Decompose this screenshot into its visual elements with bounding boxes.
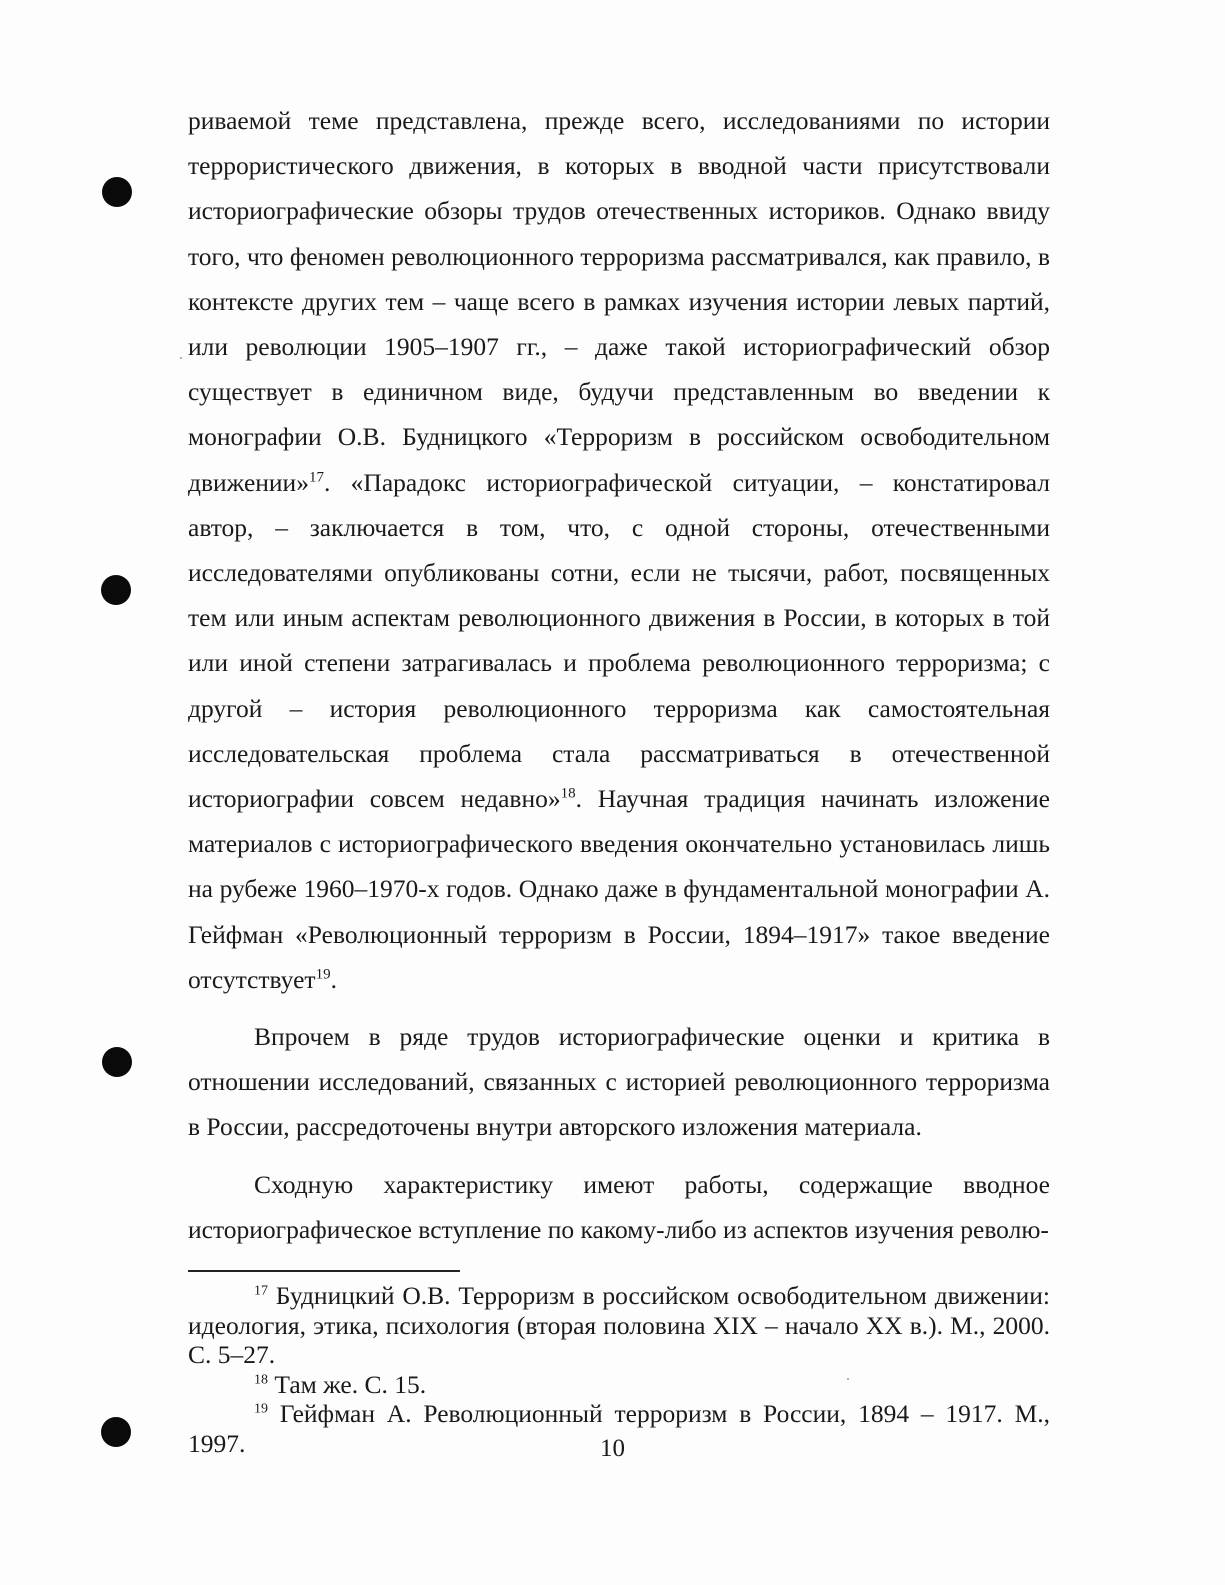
- binder-hole-1: [102, 177, 132, 207]
- page-number: 10: [600, 1435, 625, 1462]
- binder-hole-3: [102, 1047, 132, 1077]
- paragraph-1-text-c: . Научная традиция начинать изложение материалов с историографического введения окончательно установилась лишь на рубеже 1960–1970-х годов. Однако даже в фундаментальной монографии А. Гейфман «Революционный терроризм в России, 1894–1917» такое введение отсутствует: [188, 784, 1050, 994]
- paragraph-3-text: Сходную характеристику имеют работы, содержащие вводное историографическое вступление по какому-либо из аспектов изучения револю-: [188, 1169, 1050, 1244]
- scan-speck: [180, 357, 182, 359]
- footnote-18: [188, 1370, 1050, 1400]
- footnote-number: 17: [254, 1283, 268, 1299]
- paragraph-1-text-a: риваемой теме представлена, прежде всего, исследованиями по истории террористического движения, в которых в вводной части присутствовали историографические обзоры трудов отечественных историков. Однако ввиду того, что феномен революционного терроризма рассматривался, как правило, в контексте других тем – чаще всего в рамках изучения истории левых партий, или революции 1905–1907 гг., – даже такой историографический обзор существует в единичном виде, будучи представленным во введении к монографии О.В. Будницкого «Терроризм в российском освободительном движении»: [188, 106, 1050, 497]
- footnote-text: Там же. С. 15.: [268, 1369, 427, 1399]
- paragraph-2: [188, 1014, 1050, 1150]
- paragraph-1-text-b: . «Парадокс историографической ситуации, – констатировал автор, – заключается в том, что, с одной стороны, отечественными исследователями опубликованы сотни, если не тысячи, работ, посвященных тем или иным аспектам революционного движения в России, в которых в той или иной степени затрагивалась и проблема революционного терроризма; с другой – история революционного терроризма как самостоятельная исследовательская проблема стала рассматриваться в отечественной историографии совсем недавно»: [188, 467, 1050, 814]
- footnote-number: 18: [254, 1372, 268, 1387]
- footnote-ref-19: 19: [315, 966, 331, 983]
- footnote-ref-17: 17: [308, 469, 324, 486]
- footnote-17: [188, 1281, 1050, 1370]
- paragraph-1: [188, 98, 1050, 1002]
- binder-hole-2: [101, 575, 131, 605]
- paragraph-3: [188, 1162, 1050, 1252]
- paragraph-2-text: Впрочем в ряде трудов историографические оценки и критика в отношении исследований, связанных с историей революционного терроризма в России, рассредоточены внутри авторского изложения материала.: [188, 1022, 1050, 1142]
- footnote-number: 19: [254, 1401, 268, 1417]
- footnote-text: Будницкий О.В. Терроризм в российском освободительном движении: идеология, этика, психология (вторая половина XIX – начало XX в.). М., 2000. С. 5–27.: [188, 1281, 1050, 1369]
- footnote-text: Гейфман А. Революционный терроризм в России, 1894 – 1917. М., 1997.: [188, 1399, 1050, 1458]
- footnotes: [188, 1281, 1050, 1458]
- paragraph-1-text-d: .: [330, 964, 337, 994]
- body-text: [188, 98, 1050, 1252]
- footnote-separator: [188, 1270, 460, 1272]
- footnote-ref-18: 18: [560, 785, 576, 802]
